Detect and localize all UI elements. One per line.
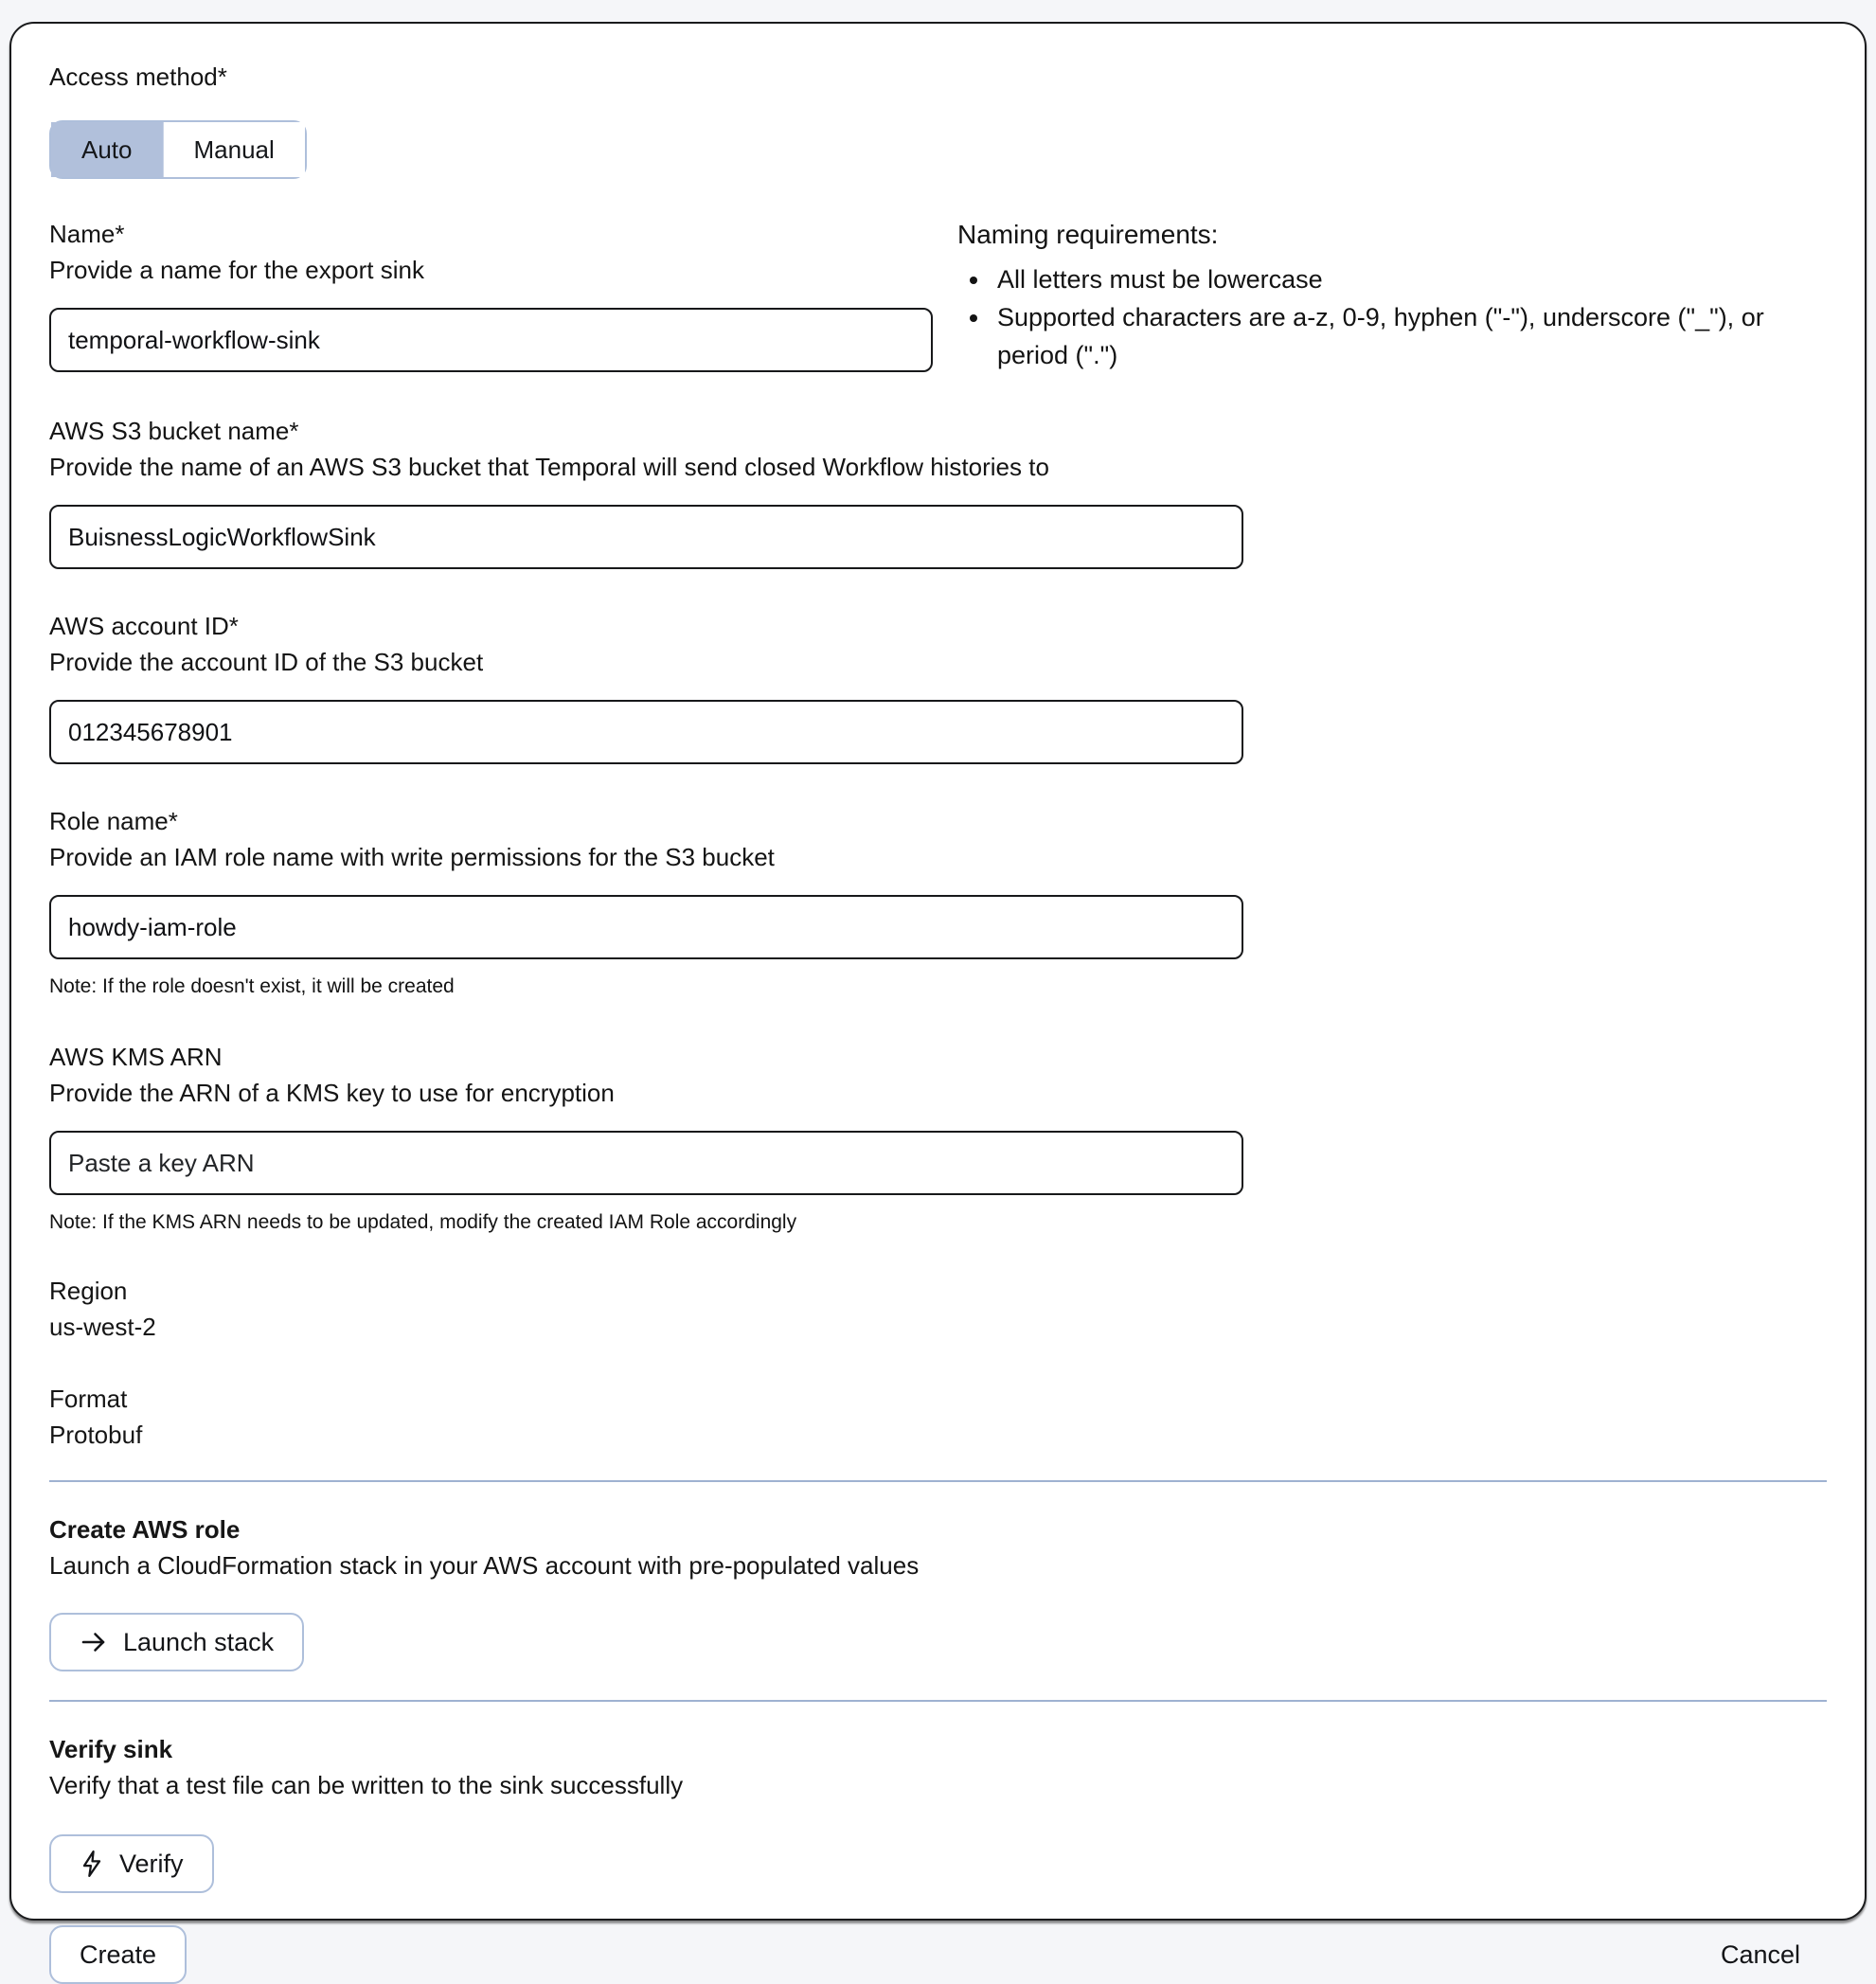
create-button[interactable] (49, 1925, 187, 1984)
access-method-option-manual[interactable]: Manual (163, 122, 305, 177)
verify-label: Verify (119, 1849, 184, 1878)
role-name-input[interactable] (49, 895, 1243, 959)
s3-bucket-input[interactable] (49, 505, 1243, 569)
s3-bucket-description: Provide the name of an AWS S3 bucket that Temporal will send closed Workflow histories to (49, 453, 1049, 481)
launch-stack-label: Launch stack (123, 1627, 275, 1656)
format-label: Format (49, 1385, 128, 1413)
naming-requirement-item: • Supported characters are a-z, 0-9, hyphen ("-"), underscore ("_"), or period (".") (992, 298, 1827, 374)
s3-bucket-label: AWS S3 bucket name* (49, 417, 299, 445)
kms-arn-description: Provide the ARN of a KMS key to use for encryption (49, 1079, 615, 1107)
kms-arn-label: AWS KMS ARN (49, 1043, 223, 1071)
naming-requirements-list (992, 260, 1827, 374)
naming-requirement-item: • All letters must be lowercase (992, 260, 1827, 298)
cancel-button[interactable]: Cancel (1720, 1939, 1800, 1969)
role-name-description: Provide an IAM role name with write permissions for the S3 bucket (49, 843, 775, 871)
name-label: Name* (49, 220, 125, 248)
verify-button[interactable] (49, 1834, 214, 1893)
create-role-description: Launch a CloudFormation stack in your AWS account with pre-populated values (49, 1551, 920, 1580)
region-readout (49, 1274, 1827, 1344)
name-description: Provide a name for the export sink (49, 256, 424, 284)
section-divider (49, 1480, 1827, 1482)
verify-sink-title: Verify sink (49, 1735, 173, 1763)
naming-requirements (957, 217, 1827, 374)
section-divider (49, 1700, 1827, 1702)
naming-requirements-title: Naming requirements: (957, 220, 1219, 249)
create-role-title: Create AWS role (49, 1515, 241, 1544)
format-value: Protobuf (49, 1421, 143, 1449)
account-id-input[interactable] (49, 700, 1243, 764)
region-label: Region (49, 1277, 128, 1305)
export-sink-form-card (9, 22, 1867, 1969)
access-method-toggle (49, 120, 307, 179)
name-input[interactable] (49, 308, 933, 372)
lightning-icon (80, 1850, 104, 1878)
role-name-note: Note: If the role doesn't exist, it will be created (49, 975, 455, 997)
kms-arn-note: Note: If the KMS ARN needs to be updated, modify the created IAM Role accordingly (49, 1211, 797, 1233)
role-name-label: Role name* (49, 807, 178, 835)
region-value: us-west-2 (49, 1313, 156, 1341)
form-actions (49, 1925, 1827, 1984)
format-readout (49, 1382, 1827, 1452)
create-label: Create (80, 1939, 157, 1969)
kms-arn-input[interactable] (49, 1131, 1243, 1195)
verify-sink-description: Verify that a test file can be written to the sink successfully (49, 1771, 684, 1799)
launch-stack-button[interactable] (49, 1613, 304, 1671)
account-id-label: AWS account ID* (49, 612, 239, 640)
account-id-description: Provide the account ID of the S3 bucket (49, 648, 484, 676)
access-method-label: Access method* (49, 63, 227, 91)
access-method-option-auto[interactable]: Auto (51, 122, 163, 177)
arrow-right-icon (80, 1628, 108, 1656)
